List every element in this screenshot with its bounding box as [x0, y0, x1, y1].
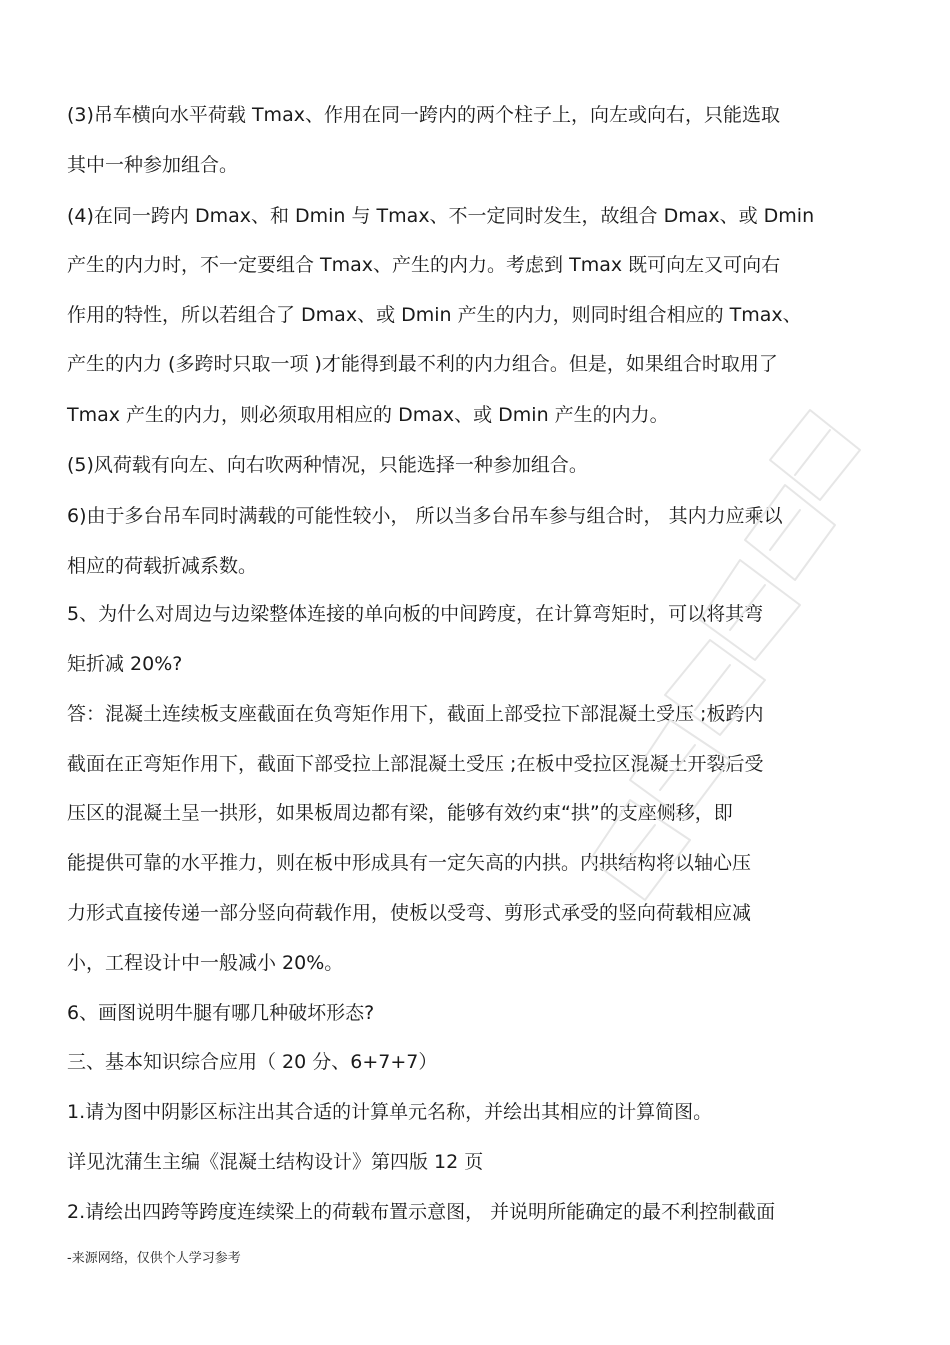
text-line: 相应的荷载折减系数。	[67, 555, 258, 577]
text-line: 压区的混凝土呈一拱形，如果板周边都有梁，能够有效约束“拱”的支座侧移，即	[67, 802, 733, 824]
text-line: 力形式直接传递一部分竖向荷载作用，使板以受弯、剪形式承受的竖向荷载相应减	[67, 902, 752, 924]
text-line: Tmax 产生的内力，则必须取用相应的 Dmax、或 Dmin 产生的内力。	[67, 404, 669, 426]
text-line: 6、画图说明牛腿有哪几种破坏形态?	[67, 1002, 375, 1024]
text-line: (5)风荷载有向左、向右吹两种情况，只能选择一种参加组合。	[67, 454, 588, 476]
text-line: 产生的内力时，不一定要组合 Tmax、产生的内力。考虑到 Tmax 既可向左又可向右	[67, 254, 781, 276]
text-line: 1.请为图中阴影区标注出其合适的计算单元名称，并绘出其相应的计算简图。	[67, 1101, 713, 1123]
text-line: (4)在同一跨内 Dmax、和 Dmin 与 Tmax、不一定同时发生，故组合 Dmax、或 Dmin	[67, 205, 815, 227]
text-line: 小，工程设计中一般减小 20%。	[67, 952, 344, 974]
text-line: 详见沈蒲生主编《混凝土结构设计》第四版 12 页	[67, 1151, 484, 1173]
text-line: 答：混凝土连续板支座截面在负弯矩作用下，截面上部受拉下部混凝土受压 ;板跨内	[67, 703, 764, 725]
text-line: 矩折减 20%?	[67, 653, 183, 675]
text-line: 2.请绘出四跨等跨度连续梁上的荷载布置示意图， 并说明所能确定的最不利控制截面	[67, 1201, 776, 1223]
text-line: 作用的特性，所以若组合了 Dmax、或 Dmin 产生的内力，则同时组合相应的 Tmax、	[67, 304, 802, 326]
text-line: 三、基本知识综合应用（ 20 分、6+7+7）	[67, 1051, 438, 1073]
text-line: 6)由于多台吊车同时满载的可能性较小， 所以当多台吊车参与组合时， 其内力应乘以	[67, 505, 783, 527]
text-line: 其中一种参加组合。	[67, 154, 239, 176]
text-line: 5、为什么对周边与边梁整体连接的单向板的中间跨度，在计算弯矩时，可以将其弯	[67, 603, 764, 625]
text-line: 产生的内力 (多跨时只取一项 )才能得到最不利的内力组合。但是，如果组合时取用了	[67, 353, 778, 375]
text-line: (3)吊车横向水平荷载 Tmax、作用在同一跨内的两个柱子上，向左或向右，只能选取	[67, 104, 780, 126]
footer-note: -来源网络，仅供个人学习参考	[67, 1251, 241, 1266]
watermark-stamp	[560, 390, 890, 930]
text-line: 截面在正弯矩作用下，截面下部受拉上部混凝土受压 ;在板中受拉区混凝土开裂后受	[67, 753, 764, 775]
text-line: 能提供可靠的水平推力，则在板中形成具有一定矢高的内拱。内拱结构将以轴心压	[67, 852, 752, 874]
